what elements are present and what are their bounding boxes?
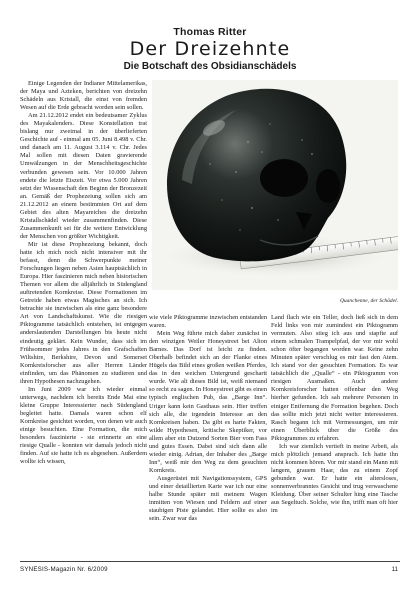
photo-caption: Quanchenne, der Schädel. [339, 298, 398, 304]
text-column-2 [147, 314, 267, 523]
skull-photo [152, 80, 398, 290]
article-author: Thomas Ritter [173, 26, 247, 38]
footer-rule [20, 561, 400, 562]
paragraph: Im Juni 2009 war ich wieder einmal unterwegs, nachdem ich bereits Ende Mai eine kleine Gruppe Interessierter nach Südengland begleitet hatte. Damals waren schon elf Kornkreise gesichtet worden, von denen wir auch einige besuchten. Eine Formation, die mich besonders faszinierte - sie erinnerte an eine riesige Qualle - konnten wir damals jedoch nicht finden. Auf sie hatte ich es abgesehen. Außerdem wollte ich wissen, [20, 385, 147, 466]
paragraph: Land flach wie ein Teller, doch ließ sich in dem Feld links von mir zumindest ein Piktogramm vermuten. Also stieg ich aus und stapfte auf einem schmalen Trampelpfad, der vor mir wohl schon öfter begangen worden war. Keine zehn Minuten später verschlug es mir fast den Atem. Ich stand vor der gesuchten Formation. Es war tatsächlich die „Qualle“ - ein Piktogramm von riesigen Ausmaßen. Auch andere Kornkreisforscher hatten offenbar den Weg hierher gefunden. Ich sah mehrere Personen in einiger Entfernung die Formation begehen. Doch das sollte mich jetzt nicht weiter interessieren. Rasch begann ich mit Vermessungen, um mir einen Überblick über die Größe des Piktogrammes zu erfahren. [271, 314, 398, 442]
paragraph: Einige Legenden der Indianer Mittelamerikas, der Maya und Azteken, berichten von dreizehn Schädeln aus Kristall, die einst von fremden Wesen auf die Erde gebracht worden sein sollen. [20, 80, 147, 112]
paragraph: Mir ist diese Prophezeiung bekannt, doch hatte ich mich noch nicht intensiver mit ihr befasst, denn die Schwerpunkte meiner Forschungen liegen neben Asien hauptsächlich in Europa. Hier faszinieren mich neben historischen Themen vor allem die alljährlich in Südengland auftretenden Kornkreise. Diese Formationen im Getreide haben etwas Magisches an sich. Ich betrachte sie inzwischen als eine ganz besondere Art von Landschaftskunst. Wie die riesigen Piktogramme tatsächlich entstehen, ist entgegen anderslautenden Darstellungen bis heute nicht eindeutig geklärt. Kein Wunder, dass sich im Frühsommer jedes Jahres in den Grafschaften Wiltshire, Berkshire, Devon und Somerset Kornkreisforscher aus aller Herren Länder einfinden, um das Phänomen zu studieren und ihren Hypothesen nachzugehen. [20, 240, 147, 385]
article-title: Der Dreizehnte [129, 38, 291, 60]
text-column-1 [20, 80, 147, 466]
paragraph: Ausgerüstet mit Navigationssystem, GPS und einer detaillierten Karte war ich nur eine halbe Stunde später mit meinem Wagen inmitten von Wiesen und Feldern auf einer staubigen Piste gelandet. Hier sollte es also sein. Zwar war das [149, 474, 267, 523]
footer-magazine: SYNESIS-Magazin Nr. 6/2009 [20, 566, 108, 573]
text-column-3 [271, 314, 398, 515]
paragraph: Am 21.12.2012 endet ein bedeutsamer Zyklus des Mayakalenders. Diese Konstellation trat bislang nur zweimal in der überlieferten Geschichte auf - einmal am 05. Juni 8.498 v. Chr. und danach am 11. August 3.114 v. Chr. Jedes Mal sollen mit diesen Daten gravierende Umwälzungen in der Menschheitsgeschichte verbunden gewesen sein. Vor 10.000 Jahren endete die letzte Eiszeit. Vor etwa 5.000 Jahren setzt der Wissenschaft den Beginn der Bronzezeit an. Gemäß der Prophezeiung sollen sich am 21.12.2012 an einem bestimmten Ort auf dem Gebiet des alten Mayareiches die dreizehn Kristallschädel wieder zusammenfinden. Diese Zusammenkunft sei für die weitere Entwicklung der Menschen von größter Wichtigkeit. [20, 112, 147, 240]
paragraph: Mein Weg führte mich daher zunächst in den winzigen Weiler Honeystreet bei Alton Barnes. Das Dorf ist leicht zu finden. Oberhalb befindet sich an der Flanke eines Hügels das Bild eines großen weißen Pferdes, das in den weichen Untergrund geschartt wurde. Wie alt dieses Bild ist, weiß niemand so recht zu sagen. In Honeystreet gibt es einen typisch englischen Pub, das „Barge Inn“. Uriger kann kein Gasthaus sein. Hier treffen sich alle, die irgendein Interesse an den Kornkreisen haben. Da gibt es harte Fakten, wilde Hypothesen, kritische Skeptiker, vor allem aber ein Dutzend Sorten Bier vom Fass und gutes Essen. Dabei sind sich dann alle wieder einig. Adrian, der Inhaber des „Barge Inn“, weiß mir den Weg zu dem gesuchten Kornkreis. [149, 330, 267, 474]
page-number: 11 [391, 566, 398, 573]
article-subtitle: Die Botschaft des Obsidianschädels [123, 61, 297, 72]
paragraph: wie viele Piktogramme inzwischen entstanden waren. [149, 314, 267, 330]
paragraph: Ich war ziemlich vertieft in meine Arbeit, als mich plötzlich jemand ansprach. Ich hatte ihn nicht kommen hören. Vor mir stand ein Mann mit langem, grauem Haar, das zu einem Zopf gebunden war. Er hatte ein altersloses, sonnenverbranntes Gesicht und trug verwaschene Kleidung. Über seiner Schulter hing eine Tasche aus Segeltuch. Solche, wie ihn, trifft man oft hier im [271, 442, 398, 515]
